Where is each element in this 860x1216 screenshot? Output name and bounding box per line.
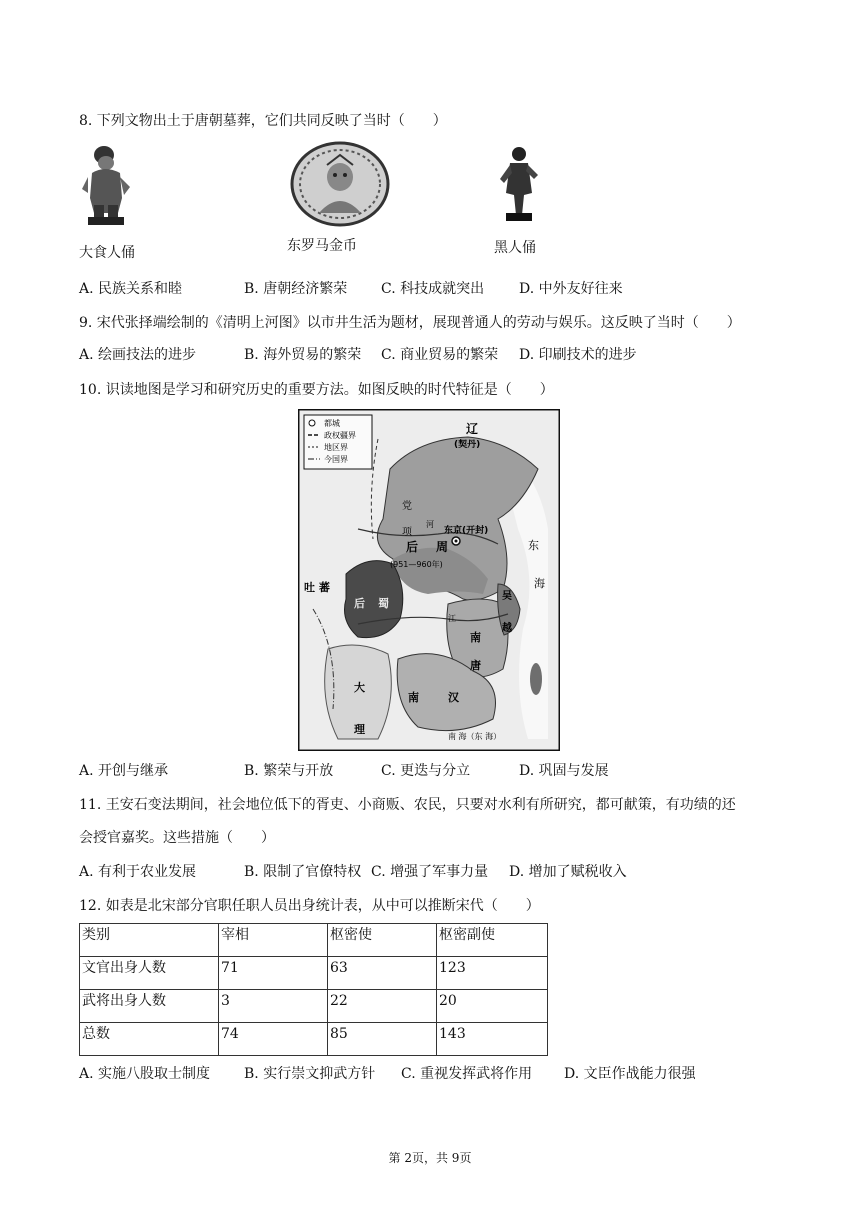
table-row [80, 990, 548, 1023]
q11-option-a[interactable]: A. 有利于农业发展 [79, 864, 197, 880]
table-cell: 85 [328, 1023, 437, 1056]
map-label-houshu-1: 后 [354, 597, 365, 610]
q12-stem: 12. 如表是北宋部分官职任职人员出身统计表，从中可以推断宋代（ ） [79, 898, 540, 914]
q8-stem: 8. 下列文物出土于唐朝墓葬，它们共同反映了当时（ ） [79, 113, 447, 129]
q10-option-a[interactable]: A. 开创与继承 [79, 763, 169, 779]
map-label-houzhou-1: 后 [406, 540, 419, 554]
table-row [80, 1023, 548, 1056]
table-cell: 文官出身人数 [80, 957, 219, 990]
table-header-cell: 类别 [80, 924, 219, 957]
table-cell: 武将出身人数 [80, 990, 219, 1023]
table-row [80, 957, 548, 990]
q10-option-c[interactable]: C. 更迭与分立 [381, 763, 471, 779]
legend-capital: 都城 [324, 419, 340, 428]
q9-option-b[interactable]: B. 海外贸易的繁荣 [244, 347, 362, 363]
table-header-row [80, 924, 548, 957]
black-figurine-image [494, 145, 544, 225]
table-cell: 71 [219, 957, 328, 990]
map-label-dang: 党 [402, 501, 412, 512]
q12-option-a[interactable]: A. 实施八股取士制度 [79, 1066, 211, 1082]
byzantine-gold-coin-image [289, 141, 391, 227]
map-label-qidan: (契丹) [454, 440, 481, 450]
map-label-nantang-2: 唐 [470, 659, 481, 672]
map-label-nanhai: 南 海（东 海） [448, 732, 502, 741]
table-cell: 3 [219, 990, 328, 1023]
q12-option-b[interactable]: B. 实行崇文抑武方针 [244, 1066, 376, 1082]
table-cell: 63 [328, 957, 437, 990]
map-label-years: (951—960年) [390, 560, 443, 569]
map-label-jiang: 江 [448, 614, 456, 623]
q11-stem-line2: 会授官嘉奖。这些措施（ ） [79, 830, 275, 846]
map-label-nantang-1: 南 [470, 631, 481, 644]
map-label-he: 河 [426, 520, 434, 529]
map-label-xiang: 项 [402, 527, 412, 538]
table-cell: 123 [437, 957, 548, 990]
table-cell: 143 [437, 1023, 548, 1056]
table-cell: 74 [219, 1023, 328, 1056]
map-label-dali-1: 大 [354, 681, 365, 694]
q12-option-d[interactable]: D. 文臣作战能力很强 [564, 1066, 696, 1082]
table-header-cell: 宰相 [219, 924, 328, 957]
map-label-nanhan-2: 汉 [448, 691, 459, 704]
q8-caption-black: 黑人俑 [494, 240, 536, 256]
map-label-wuyue-1: 吴 [502, 591, 512, 602]
q11-option-b[interactable]: B. 限制了官僚特权 [244, 864, 362, 880]
map-label-houzhou-2: 周 [436, 540, 449, 554]
q12-option-c[interactable]: C. 重视发挥武将作用 [401, 1066, 533, 1082]
map-label-wuyue-2: 越 [502, 623, 512, 634]
map-label-kaifeng: 东京(开封) [444, 526, 489, 536]
map-label-houshu-2: 蜀 [378, 597, 389, 610]
q10-option-b[interactable]: B. 繁荣与开放 [244, 763, 334, 779]
q9-option-c[interactable]: C. 商业贸易的繁荣 [381, 347, 499, 363]
q9-option-a[interactable]: A. 绘画技法的进步 [79, 347, 197, 363]
q9-stem: 9. 宋代张择端绘制的《清明上河图》以市井生活为题材，展现普通人的劳动与娱乐。这反映了当时（ ） [79, 315, 741, 331]
dashi-figurine-image [80, 143, 132, 227]
q8-option-b[interactable]: B. 唐朝经济繁荣 [244, 281, 348, 297]
map-label-nanhan-1: 南 [408, 691, 419, 704]
q11-option-d[interactable]: D. 增加了赋税收入 [509, 864, 627, 880]
officials-origin-table [79, 923, 548, 1056]
q8-option-d[interactable]: D. 中外友好往来 [519, 281, 623, 297]
q8-option-c[interactable]: C. 科技成就突出 [381, 281, 485, 297]
q8-caption-dashi: 大食人俑 [79, 245, 135, 261]
map-label-tubo: 吐 蕃 [304, 581, 330, 594]
q11-option-c[interactable]: C. 增强了军事力量 [371, 864, 489, 880]
q8-caption-coin: 东罗马金币 [287, 238, 357, 254]
table-cell: 22 [328, 990, 437, 1023]
table-header-cell: 枢密使 [328, 924, 437, 957]
table-cell: 总数 [80, 1023, 219, 1056]
legend-modern-border: 今国界 [324, 455, 348, 464]
page-footer: 第 2页，共 9页 [388, 1151, 472, 1165]
legend-region-border: 地区界 [324, 443, 348, 452]
map-label-dali-2: 理 [354, 723, 365, 736]
map-label-liao: 辽 [466, 422, 479, 436]
map-label-sea: 海 [534, 577, 545, 590]
table-cell: 20 [437, 990, 548, 1023]
five-dynasties-map [298, 409, 560, 751]
q8-option-a[interactable]: A. 民族关系和睦 [79, 281, 183, 297]
q10-option-d[interactable]: D. 巩固与发展 [519, 763, 609, 779]
q9-option-d[interactable]: D. 印刷技术的进步 [519, 347, 637, 363]
q10-stem: 10. 识读地图是学习和研究历史的重要方法。如图反映的时代特征是（ ） [79, 382, 554, 398]
table-header-cell: 枢密副使 [437, 924, 548, 957]
legend-regime-border: 政权疆界 [324, 431, 356, 440]
q11-stem-line1: 11. 王安石变法期间，社会地位低下的胥吏、小商贩、农民，只要对水利有所研究，都可献策，有功绩的还 [79, 797, 736, 813]
map-label-east: 东 [528, 539, 539, 552]
